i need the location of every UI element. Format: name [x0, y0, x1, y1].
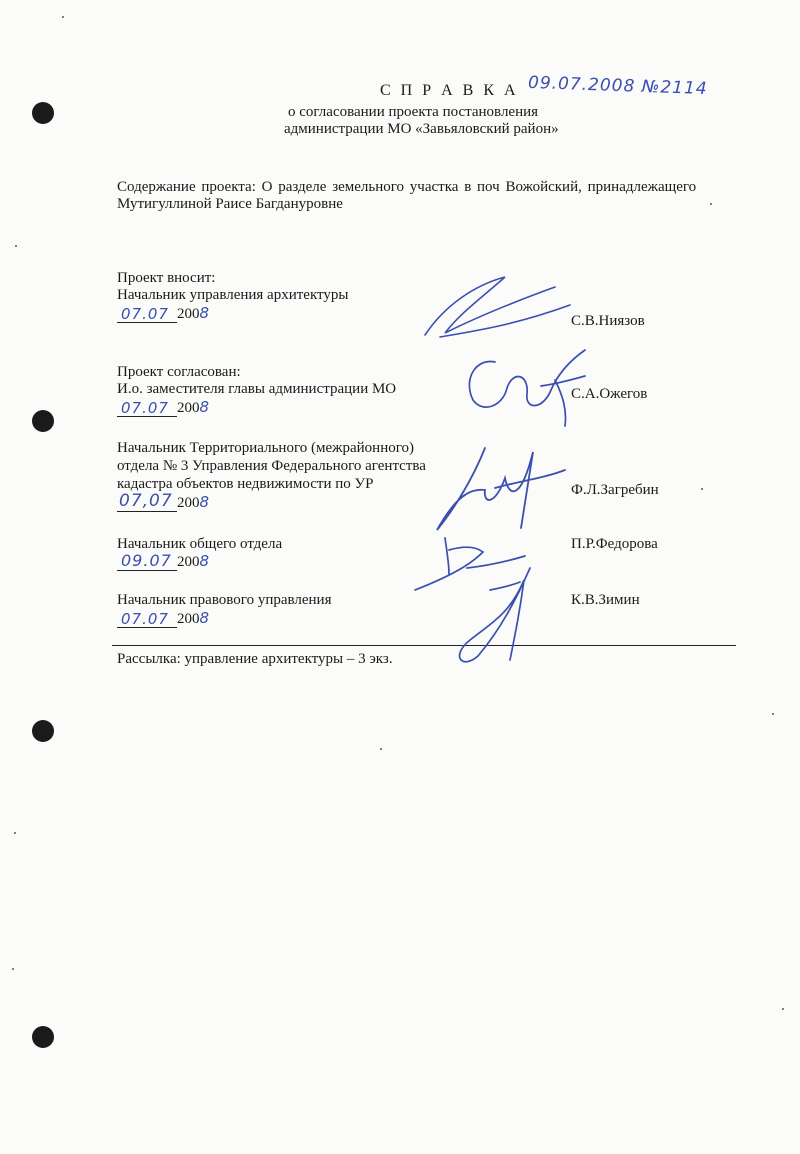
signature-ozhegov [455, 340, 595, 430]
position-title: Начальник управления архитектуры [117, 287, 349, 303]
date-line [117, 491, 211, 512]
signature-fedorova [405, 530, 535, 600]
signatory-name: П.Р.Федорова [571, 536, 658, 552]
section-heading: Проект вносит: [117, 270, 216, 286]
handwritten-date: 07.07 [121, 610, 169, 628]
date-line [117, 305, 210, 323]
signature-zimin [420, 560, 540, 670]
document-title: С П Р А В К А [380, 82, 519, 99]
signatory-name: Ф.Л.Загребин [571, 482, 659, 498]
registration-stamp: 09.07.2008 №2114 [527, 72, 708, 100]
handwritten-year: 8 [199, 304, 211, 322]
punch-hole [32, 1026, 54, 1048]
distribution-note: Рассылка: управление архитектуры – 3 экз. [117, 651, 393, 667]
handwritten-year: 8 [199, 552, 211, 570]
section-heading: Проект согласован: [117, 364, 241, 380]
year-prefix: 200 [177, 495, 200, 511]
position-title: отдела № 3 Управления Федерального агентства [117, 458, 426, 474]
year-prefix: 200 [177, 400, 200, 416]
handwritten-date: 07.07 [121, 305, 169, 323]
content-line: Мутигуллиной Раисе Багдануровне [117, 196, 343, 212]
position-title: И.о. заместителя главы администрации МО [117, 381, 397, 397]
signatory-name: С.В.Ниязов [571, 313, 645, 329]
signature-niyazov [405, 265, 585, 355]
date-line [117, 553, 210, 571]
position-title: Начальник правового управления [117, 592, 332, 608]
signature-zagrebin [425, 438, 575, 548]
punch-hole [32, 720, 54, 742]
year-prefix: 200 [177, 306, 200, 322]
handwritten-date: 09.07 [121, 551, 172, 570]
signatory-name: С.А.Ожегов [571, 386, 648, 402]
signatory-name: К.В.Зимин [571, 592, 640, 608]
punch-hole [32, 410, 54, 432]
document-subtitle: администрации МО «Завьяловский район» [284, 121, 559, 137]
separator-line [112, 645, 736, 646]
document-subtitle: о согласовании проекта постановления [288, 104, 539, 120]
content-line: Содержание проекта: О разделе земельного участка в поч Вожойский, принадлежащего [117, 179, 697, 195]
position-title: Начальник общего отдела [117, 536, 283, 552]
handwritten-date: 07,07 [119, 491, 173, 511]
year-prefix: 200 [177, 554, 200, 570]
punch-hole [32, 102, 54, 124]
handwritten-year: 8 [199, 609, 211, 627]
handwritten-year: 8 [199, 398, 211, 416]
handwritten-date: 07.07 [121, 399, 169, 417]
position-title: кадастра объектов недвижимости по УР [117, 476, 374, 492]
handwritten-year: 8 [199, 493, 211, 511]
date-line [117, 399, 210, 417]
year-prefix: 200 [177, 611, 200, 627]
position-title: Начальник Территориального (межрайонного) [117, 440, 414, 456]
date-line [117, 610, 210, 628]
